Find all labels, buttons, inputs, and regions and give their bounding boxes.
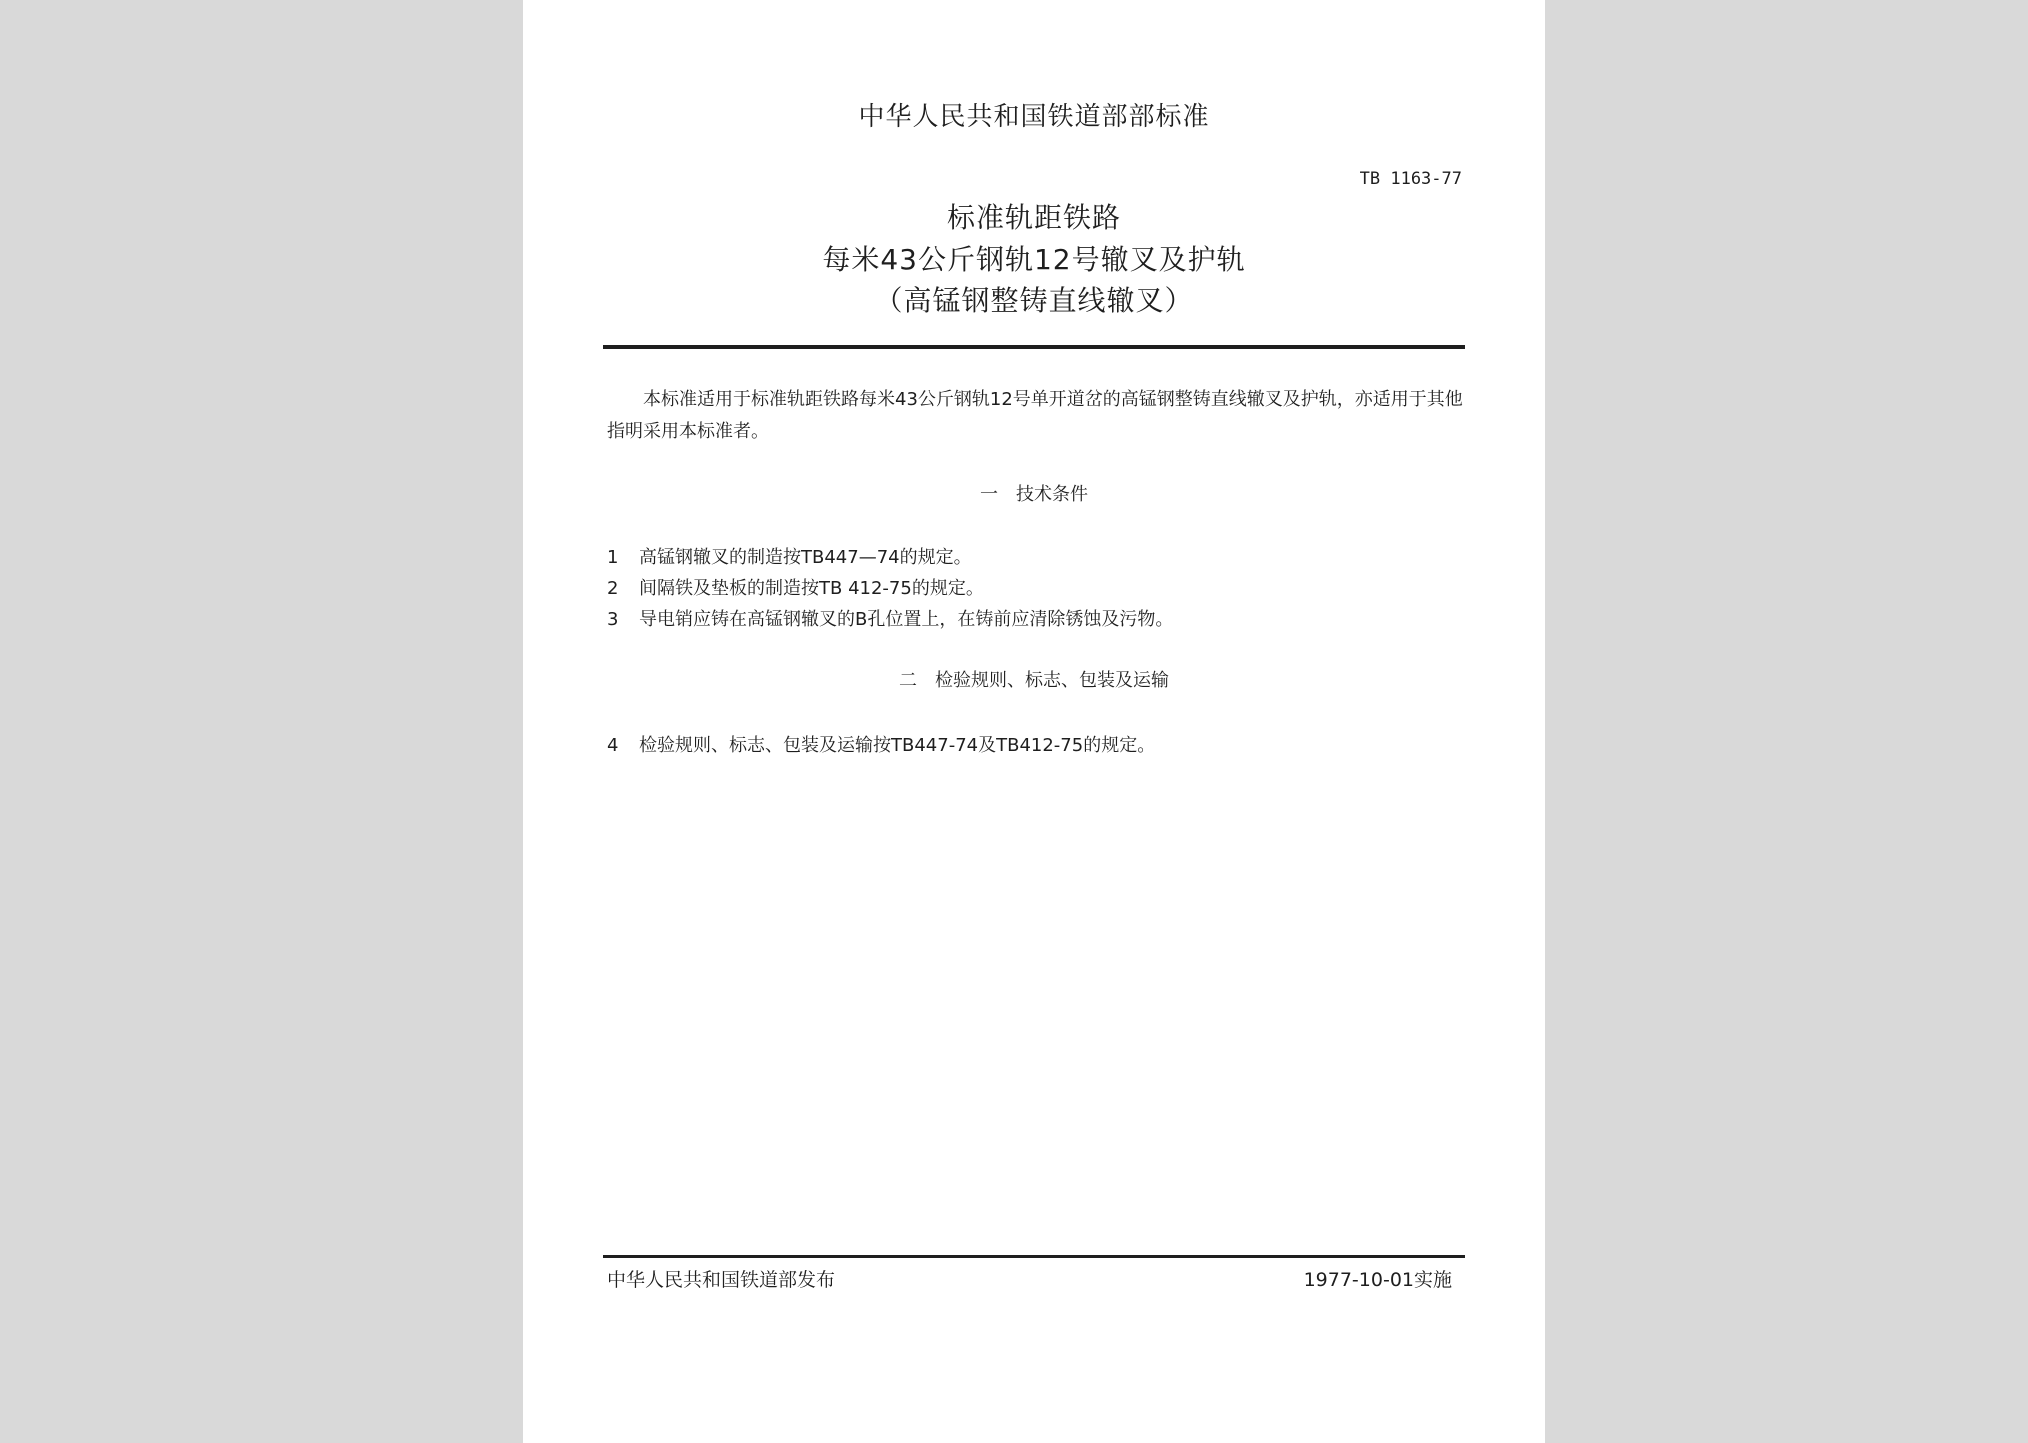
header-divider [603,345,1465,349]
section-heading-technical-conditions: 一 技术条件 [980,484,1088,505]
document-title-line-2: 每米43公斤钢轨12号辙叉及护轨 [822,243,1246,276]
document-title-line-3: （高锰钢整铸直线辙叉） [874,284,1194,317]
intro-paragraph: 本标准适用于标准轨距铁路每米43公斤钢轨12号单开道岔的高锰钢整铸直线辙叉及护轨，亦适用于其他指明采用本标准者。 [607,389,1463,442]
implementation-date: 1977-10-01实施 [1303,1269,1452,1291]
clause-text: 间隔铁及垫板的制造按TB 412-75的规定。 [639,578,984,599]
clause-number: 3 [607,609,619,630]
clause-text: 高锰钢辙叉的制造按TB447—74的规定。 [639,547,972,568]
document-page [523,0,1545,1443]
clause-item [607,543,972,569]
clause-item [607,574,984,600]
section-heading-inspection-rules: 二 检验规则、标志、包装及运输 [899,670,1169,691]
standard-code: TB 1163-77 [1359,169,1462,189]
clause-item [607,731,1155,757]
clause-number: 4 [607,735,619,756]
publisher-text: 中华人民共和国铁道部发布 [607,1269,836,1291]
organization-title: 中华人民共和国铁道部部标准 [858,102,1210,132]
clause-text: 导电销应铸在高锰钢辙叉的B孔位置上，在铸前应清除锈蚀及污物。 [639,609,1174,630]
document-title-line-1: 标准轨距铁路 [946,201,1121,234]
footer-divider [603,1255,1465,1258]
clause-number: 1 [607,547,619,568]
clause-item [607,605,1173,631]
clause-number: 2 [607,578,619,599]
clause-text: 检验规则、标志、包装及运输按TB447-74及TB412-75的规定。 [639,735,1156,756]
